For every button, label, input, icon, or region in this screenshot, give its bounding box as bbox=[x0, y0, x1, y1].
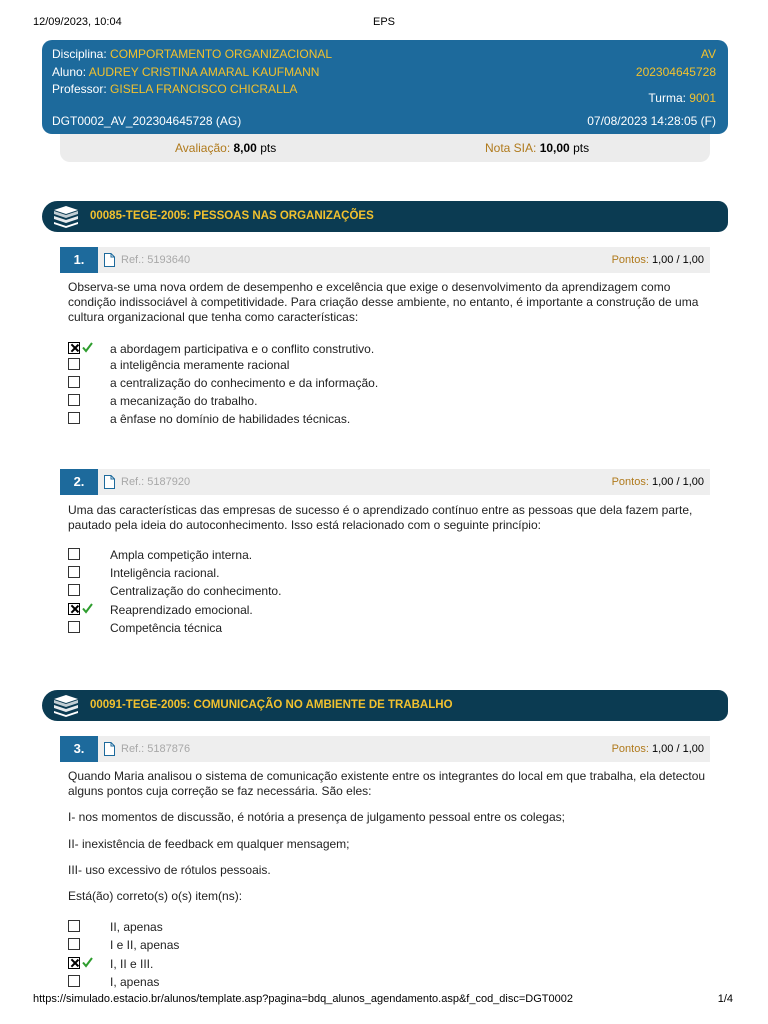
answer-option[interactable] bbox=[68, 584, 708, 601]
question-ref: Ref.: 5187876 bbox=[121, 743, 191, 755]
exam-type: AV bbox=[700, 47, 716, 61]
answer-option[interactable] bbox=[68, 342, 708, 359]
points-separator: / bbox=[676, 476, 680, 488]
print-title: EPS bbox=[372, 16, 395, 28]
question-text: Quando Maria analisou o sistema de comunicação existente entre os integrantes do local em que trabalha, ela detectou alguns pontos cuja correção se faz necessária. São eles: bbox=[68, 769, 706, 798]
page-number: 1/4 bbox=[717, 993, 733, 1005]
check-icon bbox=[82, 341, 93, 353]
document-icon bbox=[104, 475, 115, 489]
document-icon bbox=[104, 742, 115, 756]
answer-option[interactable] bbox=[68, 412, 708, 429]
question-header bbox=[60, 736, 710, 762]
question-points bbox=[612, 743, 704, 755]
sia-unit: pts bbox=[573, 141, 590, 155]
question-text: III- uso excessivo de rótulos pessoais. bbox=[68, 863, 271, 877]
print-datetime: 12/09/2023, 10:04 bbox=[33, 16, 122, 28]
option-checkbox[interactable] bbox=[68, 975, 80, 987]
points-label: Pontos: bbox=[611, 254, 649, 266]
exam-code: DGT0002_AV_202304645728 (AG) bbox=[52, 114, 242, 128]
points-max: 1,00 bbox=[682, 254, 704, 266]
answer-option[interactable] bbox=[68, 376, 708, 393]
option-checkbox[interactable] bbox=[68, 376, 80, 388]
question-text: Está(ão) correto(s) o(s) item(ns): bbox=[68, 889, 243, 903]
points-separator: / bbox=[676, 254, 680, 266]
points-label: Pontos: bbox=[611, 476, 649, 488]
question-points bbox=[612, 254, 704, 266]
option-text: a ênfase no domínio de habilidades técnicas. bbox=[110, 412, 351, 426]
aluno-value: AUDREY CRISTINA AMARAL KAUFMANN bbox=[88, 65, 320, 79]
option-text: a centralização do conhecimento e da informação. bbox=[110, 376, 379, 390]
option-checkbox[interactable] bbox=[68, 920, 80, 932]
question-number: 2. bbox=[60, 469, 98, 495]
points-max: 1,00 bbox=[682, 476, 704, 488]
points-max: 1,00 bbox=[682, 743, 704, 755]
question-ref: Ref.: 5193640 bbox=[121, 254, 191, 266]
exam-info-box bbox=[42, 40, 728, 134]
professor-row bbox=[52, 82, 297, 96]
option-checkbox[interactable] bbox=[68, 548, 80, 560]
section-header bbox=[42, 201, 728, 232]
answer-option[interactable] bbox=[68, 548, 708, 565]
option-text: Ampla competição interna. bbox=[110, 548, 253, 562]
option-text: II, apenas bbox=[110, 920, 163, 934]
section-title: 00091-TEGE-2005: COMUNICAÇÃO NO AMBIENTE DE TRABALHO bbox=[90, 699, 453, 711]
option-checkbox[interactable] bbox=[68, 412, 80, 424]
sia-grade bbox=[485, 141, 589, 155]
question-ref: Ref.: 5187920 bbox=[121, 476, 191, 488]
option-checkbox[interactable] bbox=[68, 621, 80, 633]
option-text: Centralização do conhecimento. bbox=[110, 584, 282, 598]
question-text: I- nos momentos de discussão, é notória a presença de julgamento pessoal entre os colegas; bbox=[68, 810, 565, 824]
page-url: https://simulado.estacio.br/alunos/template.asp?pagina=bdq_alunos_agendamento.asp&f_cod_disc=DGT0002 bbox=[33, 993, 573, 1005]
aluno-row bbox=[52, 65, 319, 79]
sia-value: 10,00 bbox=[539, 141, 570, 155]
document-icon bbox=[104, 253, 115, 267]
sia-label: Nota SIA: bbox=[485, 141, 537, 155]
option-text: a abordagem participativa e o conflito construtivo. bbox=[110, 342, 375, 356]
option-checkbox[interactable] bbox=[68, 603, 80, 615]
answer-option[interactable] bbox=[68, 358, 708, 375]
aluno-label: Aluno: bbox=[52, 65, 87, 79]
answer-option[interactable] bbox=[68, 920, 708, 937]
check-icon bbox=[82, 602, 93, 614]
question-text: Uma das características das empresas de sucesso é o aprendizado contínuo entre as pessoas que dela fazem parte, pautado pela ideia do autoconhecimento. Isso está relacionado com o seguinte princípio: bbox=[68, 503, 693, 532]
books-icon bbox=[50, 694, 82, 717]
question-text: Observa-se uma nova ordem de desempenho e excelência que exige o desenvolvimento da aprendizagem como condição indissociável à competitividade. Para criação desse ambiente, no entanto, é importante a construção de uma cultura organizacional que tenha como características: bbox=[68, 280, 699, 324]
turma-label: Turma: bbox=[648, 91, 686, 105]
grade-bar bbox=[60, 134, 710, 162]
option-text: Reaprendizado emocional. bbox=[110, 603, 253, 617]
question-number: 1. bbox=[60, 247, 98, 273]
option-text: Inteligência racional. bbox=[110, 566, 220, 580]
disciplina-label: Disciplina: bbox=[52, 47, 107, 61]
option-checkbox[interactable] bbox=[68, 566, 80, 578]
option-checkbox[interactable] bbox=[68, 342, 80, 354]
answer-option[interactable] bbox=[68, 603, 708, 620]
points-label: Pontos: bbox=[611, 743, 649, 755]
question-header bbox=[60, 247, 710, 273]
answer-option[interactable] bbox=[68, 957, 708, 974]
points-separator: / bbox=[676, 743, 680, 755]
section-title: 00085-TEGE-2005: PESSOAS NAS ORGANIZAÇÕES bbox=[90, 210, 374, 222]
option-checkbox[interactable] bbox=[68, 394, 80, 406]
turma-row bbox=[648, 91, 716, 105]
question-number: 3. bbox=[60, 736, 98, 762]
professor-value: GISELA FRANCISCO CHICRALLA bbox=[110, 82, 298, 96]
disciplina-value: COMPORTAMENTO ORGANIZACIONAL bbox=[110, 47, 333, 61]
avaliacao-grade bbox=[175, 141, 276, 155]
avaliacao-label: Avaliação: bbox=[175, 141, 231, 155]
matricula-value: 202304645728 bbox=[635, 65, 716, 79]
question-text: II- inexistência de feedback em qualquer mensagem; bbox=[68, 837, 350, 851]
answer-option[interactable] bbox=[68, 975, 708, 992]
option-checkbox[interactable] bbox=[68, 358, 80, 370]
answer-option[interactable] bbox=[68, 394, 708, 411]
option-checkbox[interactable] bbox=[68, 938, 80, 950]
option-text: I, apenas bbox=[110, 975, 160, 989]
option-text: I, II e III. bbox=[110, 957, 154, 971]
option-text: I e II, apenas bbox=[110, 938, 180, 952]
exam-timestamp: 07/08/2023 14:28:05 (F) bbox=[587, 114, 716, 128]
avaliacao-unit: pts bbox=[260, 141, 277, 155]
points-score: 1,00 bbox=[651, 254, 674, 266]
question-points bbox=[612, 476, 704, 488]
books-icon bbox=[50, 205, 82, 228]
option-text: a mecanização do trabalho. bbox=[110, 394, 258, 408]
check-icon bbox=[82, 956, 93, 968]
answer-option[interactable] bbox=[68, 938, 708, 955]
question-header bbox=[60, 469, 710, 495]
section-header bbox=[42, 690, 728, 721]
points-score: 1,00 bbox=[651, 476, 674, 488]
disciplina-row bbox=[52, 47, 332, 61]
option-checkbox[interactable] bbox=[68, 957, 80, 969]
answer-option[interactable] bbox=[68, 621, 708, 638]
option-checkbox[interactable] bbox=[68, 584, 80, 596]
professor-label: Professor: bbox=[52, 82, 107, 96]
option-text: a inteligência meramente racional bbox=[110, 358, 290, 372]
turma-value: 9001 bbox=[689, 91, 716, 105]
points-score: 1,00 bbox=[651, 743, 674, 755]
avaliacao-value: 8,00 bbox=[233, 141, 257, 155]
option-text: Competência técnica bbox=[110, 621, 223, 635]
answer-option[interactable] bbox=[68, 566, 708, 583]
